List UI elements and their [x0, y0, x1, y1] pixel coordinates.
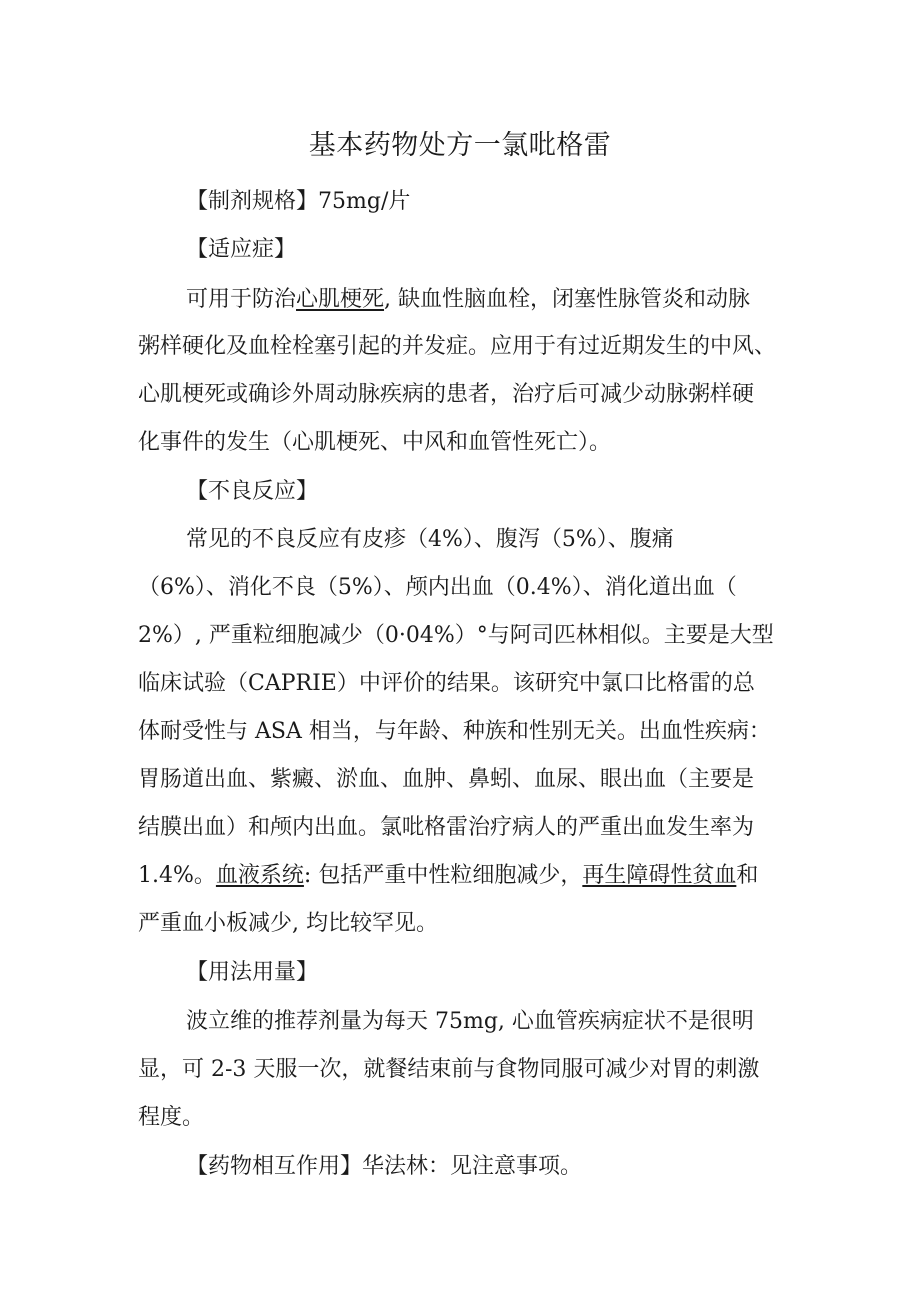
link-aplastic-anemia[interactable]: 再生障碍性贫血	[582, 863, 737, 888]
adverse-line-5: 体耐受性与 ASA 相当，与年龄、种族和性别无关。出血性疾病：	[138, 719, 771, 744]
adverse-text-b: : 包括严重中性粒细胞减少，	[303, 863, 583, 888]
spec-value: 75mg/片	[318, 189, 411, 214]
dosage-line-1: 波立维的推荐剂量为每天 75mg, 心血管疾病症状不是很明	[186, 1009, 754, 1034]
spec-label: 【制剂规格】	[186, 189, 319, 214]
adverse-line-3: 2%）, 严重粒细胞减少（0·04%）°与阿司匹林相似。主要是大型	[138, 623, 774, 648]
indications-line-4: 化事件的发生（心肌梗死、中风和血管性死亡）。	[138, 430, 612, 455]
adverse-line-9: 严重血小板减少, 均比较罕见。	[138, 911, 438, 936]
dosage-line-2: 显，可 2-3 天服一次，就餐结束前与食物同服可减少对胃的刺激	[138, 1057, 760, 1082]
adverse-line-4: 临床试验（CAPRIE）中评价的结果。该研究中氯口比格雷的总	[138, 671, 755, 696]
indications-line-2: 粥样硬化及血栓栓塞引起的并发症。应用于有过近期发生的中风、	[138, 334, 777, 359]
indications-heading: 【适应症】	[186, 237, 297, 262]
adverse-text-a: 1.4%。	[138, 863, 216, 888]
spec-line	[186, 186, 410, 218]
link-myocardial-infarction[interactable]: 心肌梗死	[296, 287, 385, 312]
indications-text-b: , 缺血性脑血栓，闭塞性脉管炎和动脉	[384, 287, 751, 312]
interactions-label: 【药物相互作用】	[186, 1154, 363, 1179]
adverse-line-8	[138, 860, 758, 892]
interactions-value: 华法林：见注意事项。	[362, 1154, 583, 1179]
adverse-line-6: 胃肠道出血、紫癜、淤血、血肿、鼻蚓、血尿、眼出血（主要是	[138, 767, 755, 792]
indications-line-3: 心肌梗死或确诊外周动脉疾病的患者，治疗后可减少动脉粥样硬	[138, 382, 755, 407]
interactions-line	[186, 1151, 582, 1183]
indications-text-a: 可用于防治	[186, 287, 297, 312]
adverse-line-2: （6%）、消化不良（5%）、颅内出血（0.4%）、消化道出血（	[138, 575, 737, 600]
adverse-line-1: 常见的不良反应有皮疹（4%）、腹泻（5%）、腹痛	[186, 527, 674, 552]
link-blood-system[interactable]: 血液系统	[215, 863, 304, 888]
dosage-line-3: 程度。	[138, 1105, 205, 1130]
document-title: 基本药物处方一氯吡格雷	[308, 130, 612, 161]
adverse-heading: 【不良反应】	[186, 479, 319, 504]
adverse-text-c: 和	[736, 863, 759, 888]
indications-line-1	[186, 284, 750, 316]
dosage-heading: 【用法用量】	[186, 960, 319, 985]
adverse-line-7: 结膜出血）和颅内出血。氯吡格雷治疗病人的严重出血发生率为	[138, 815, 755, 840]
